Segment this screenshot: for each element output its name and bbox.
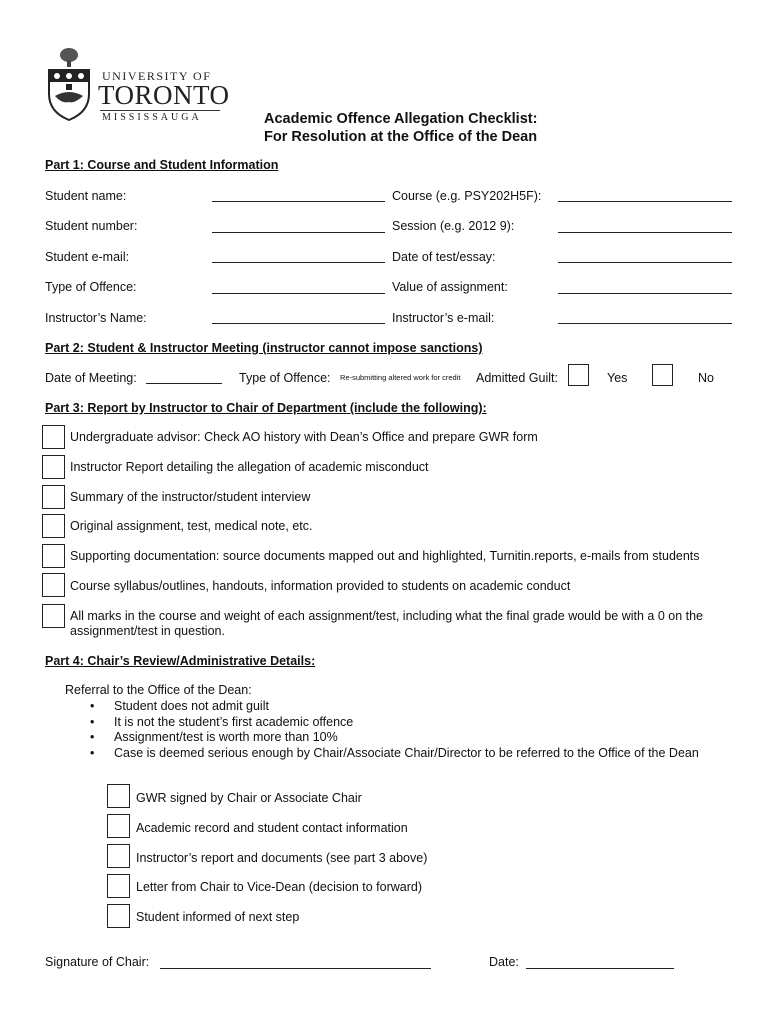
logo-toronto: TORONTO (98, 80, 230, 110)
part1-heading: Part 1: Course and Student Information (45, 158, 279, 172)
no-label: No (698, 371, 714, 385)
test-date-field[interactable] (558, 262, 732, 263)
logo-university-of: UNIVERSITY OF (102, 69, 212, 83)
part3-item-interview-summary: Summary of the instructor/student interview (70, 490, 311, 504)
instructor-name-field[interactable] (212, 323, 385, 324)
student-name-field[interactable] (212, 201, 385, 202)
test-date-label: Date of test/essay: (392, 250, 496, 264)
student-name-label: Student name: (45, 189, 127, 203)
meeting-date-field[interactable] (146, 383, 222, 384)
assignment-value-label: Value of assignment: (392, 280, 508, 294)
referral-bullet-3: • Assignment/test is worth more than 10% (114, 730, 338, 744)
course-label: Course (e.g. PSY202H5F): (392, 189, 542, 203)
part4-item-student-informed: Student informed of next step (136, 910, 300, 924)
signature-date-field[interactable] (526, 968, 674, 969)
instructor-email-label: Instructor’s e-mail: (392, 311, 495, 325)
part3-checkbox-supporting-docs[interactable] (42, 544, 65, 568)
crest-icon (44, 46, 94, 122)
meeting-date-label: Date of Meeting: (45, 371, 137, 385)
part3-checkbox-course-syllabus[interactable] (42, 573, 65, 597)
instructor-name-label: Instructor’s Name: (45, 311, 147, 325)
title-line-1: Academic Offence Allegation Checklist: (264, 111, 538, 127)
student-email-label: Student e-mail: (45, 250, 130, 264)
part4-item-letter-to-vice-dean: Letter from Chair to Vice-Dean (decision to forward) (136, 880, 422, 894)
assignment-value-field[interactable] (558, 293, 732, 294)
part3-item-original-assignment: Original assignment, test, medical note, etc. (70, 519, 313, 533)
part3-checkbox-ao-history[interactable] (42, 425, 65, 449)
session-field[interactable] (558, 232, 732, 233)
part4-checkbox-letter-to-vice-dean[interactable] (107, 874, 130, 898)
admitted-guilt-label: Admitted Guilt: (476, 371, 558, 385)
part4-checkbox-academic-record[interactable] (107, 814, 130, 838)
yes-label: Yes (607, 371, 628, 385)
title-line-2: For Resolution at the Office of the Dean (264, 129, 538, 145)
part4-item-academic-record: Academic record and student contact information (136, 821, 408, 835)
part3-checkbox-all-marks[interactable] (42, 604, 65, 628)
signature-date-label: Date: (489, 955, 519, 969)
student-number-field[interactable] (212, 232, 385, 233)
student-email-field[interactable] (212, 262, 385, 263)
offence-type-label: Type of Offence: (45, 280, 137, 294)
logo-mississauga: MISSISSAUGA (102, 112, 202, 123)
chair-signature-field[interactable] (160, 968, 431, 969)
part4-checkbox-gwr-signed[interactable] (107, 784, 130, 808)
admitted-guilt-no-checkbox[interactable] (652, 364, 673, 386)
referral-bullet-4: • Case is deemed serious enough by Chair/Associate Chair/Director to be referred to the Office of the Dean (114, 746, 699, 760)
referral-bullet-2: • It is not the student’s first academic offence (114, 715, 353, 729)
part4-item-instructor-report: Instructor’s report and documents (see part 3 above) (136, 851, 428, 865)
part4-checkbox-student-informed[interactable] (107, 904, 130, 928)
part3-checkbox-interview-summary[interactable] (42, 485, 65, 509)
session-label: Session (e.g. 2012 9): (392, 219, 515, 233)
meeting-offence-label: Type of Offence: (239, 371, 331, 385)
part3-checkbox-original-assignment[interactable] (42, 514, 65, 538)
part2-heading: Part 2: Student & Instructor Meeting (instructor cannot impose sanctions) (45, 341, 483, 355)
part3-item-course-syllabus: Course syllabus/outlines, handouts, information provided to students on academic conduct (70, 579, 571, 593)
part3-checkbox-instructor-report[interactable] (42, 455, 65, 479)
course-field[interactable] (558, 201, 732, 202)
part3-item-all-marks-cont: assignment/test in question. (70, 624, 225, 638)
part4-heading: Part 4: Chair’s Review/Administrative Details: (45, 654, 316, 668)
offence-type-field[interactable] (212, 293, 385, 294)
admitted-guilt-yes-checkbox[interactable] (568, 364, 589, 386)
part3-item-ao-history: Undergraduate advisor: Check AO history with Dean’s Office and prepare GWR form (70, 430, 538, 444)
part4-item-gwr-signed: GWR signed by Chair or Associate Chair (136, 791, 362, 805)
part3-item-all-marks: All marks in the course and weight of each assignment/test, including what the final grade would be with a 0 on the (70, 609, 704, 623)
referral-bullet-1: • Student does not admit guilt (114, 699, 269, 713)
student-number-label: Student number: (45, 219, 138, 233)
referral-heading: Referral to the Office of the Dean: (65, 683, 252, 697)
page-title (264, 110, 537, 146)
part3-heading: Part 3: Report by Instructor to Chair of Department (include the following): (45, 401, 487, 415)
logo-divider (100, 110, 220, 111)
part3-item-supporting-docs: Supporting documentation: source documents mapped out and highlighted, Turnitin.reports, e-mails from students (70, 549, 700, 563)
university-logo (40, 44, 230, 124)
part4-checkbox-instructor-report[interactable] (107, 844, 130, 868)
part3-item-instructor-report: Instructor Report detailing the allegation of academic misconduct (70, 460, 429, 474)
chair-signature-label: Signature of Chair: (45, 955, 150, 969)
meeting-offence-value[interactable]: Re-submitting altered work for credit (340, 373, 461, 382)
instructor-email-field[interactable] (558, 323, 732, 324)
